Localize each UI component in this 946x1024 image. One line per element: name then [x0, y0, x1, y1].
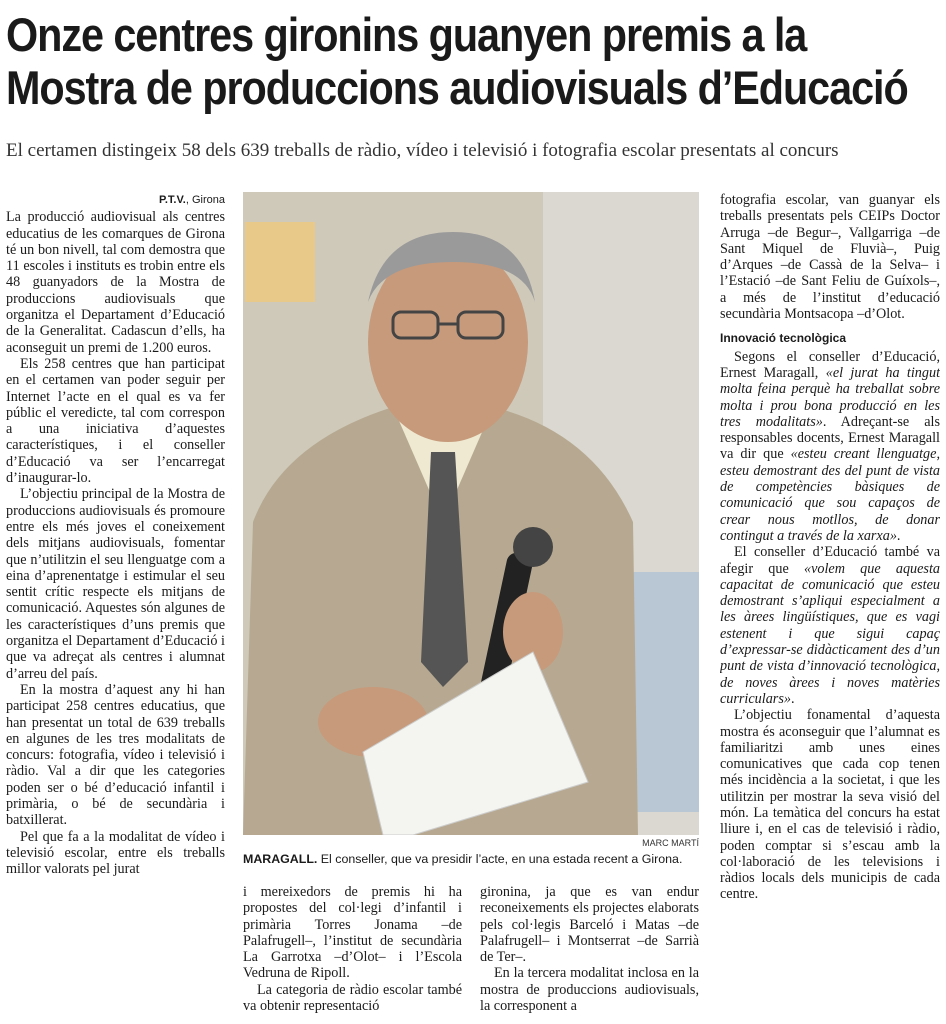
photo-caption	[243, 852, 703, 866]
paragraph: L’objectiu fonamental d’aquesta mostra és aconseguir que l’alumnat es familiaritzi amb unes eines comunicatives que cada cop tenen més incidència a la societat, i que les utilitzin per mostrar la seva visió del món. La temàtica del concurs ha estat lliure i, en el cas de televisió i ràdio, poden comptar si s’escau amb la col·laboració de les televisions i ràdios locals dels municipis de cada centre.	[720, 707, 940, 903]
paragraph	[720, 544, 940, 707]
paragraph: La producció audiovisual als centres educatius de les comarques de Girona té un bon nivell, tal com demostra que 11 escoles i instituts es trobin entre els 48 guanyadors de la Mostra de produccions audiovisuals que organitza el Departament d’Educació de la Generalitat. Cadascun d’ells, ha aconseguit un premi de 1.200 euros.	[6, 209, 225, 356]
text-run: .	[896, 527, 901, 544]
caption-text: El conseller, que va presidir l’acte, en una estada recent a Girona.	[317, 852, 683, 866]
article-photo	[243, 192, 699, 835]
text-run: El conseller d’Educació també va afegir que	[720, 544, 940, 577]
headline	[6, 8, 908, 114]
paragraph: Pel que fa a la modalitat de vídeo i televisió escolar, entre els treballs millor valorats pel jurat	[6, 828, 225, 878]
paragraph: L’objectiu principal de la Mostra de produccions audiovisuals és promoure entre els més joves el coneixement dels mitjans audiovisuals, fomentar que n’utilitzin el seu llenguatge com a eina d’aprenentatge i estimular el seu sentit crític respecte els mitjans de comunicació. Aquestes són algunes de les característiques d’uns premis que organitza el Departament d’Educació i que va adreçat als centres i alumnat d’arreu del país.	[6, 486, 225, 682]
paragraph: En la mostra d’aquest any hi han participat 258 centres educatius, que han presentat un total de 639 treballs en algunes de les tres modalitats de concurs: fotografia, vídeo i televisió i ràdio. Val a dir que les categories poden ser o bé d’educació infantil i primària, o bé de secundària i batxillerat.	[6, 681, 225, 829]
paragraph: En la tercera modalitat inclosa en la mostra de produccions audiovisuals, la corresponent a	[480, 965, 699, 1015]
section-heading: Innovació tecnològica	[720, 331, 847, 346]
paragraph: i mereixedors de premis hi ha propostes del col·legi d’infantil i primària Torres Jonama –de Palafrugell–, l’institut de secundària La Garrotxa –d’Olot– i l’Escola Vedruna de Ripoll.	[243, 884, 462, 982]
byline	[6, 192, 225, 208]
paragraph: fotografia escolar, van guanyar els treballs presentats pels CEIPs Doctor Arruga –de Begur–, Vallgarriga –de Sant Miquel de Fluvià–, Puig d’Arques –de Cassà de la Selva– i l’Estació –de Sant Feliu de Guíxols–, a més de l’institut d’educació secundària Montsacopa –d’Olot.	[720, 192, 940, 323]
article-column-4	[720, 192, 940, 1024]
photo-illustration	[243, 192, 699, 835]
text-run: . Adreçant-se als responsables docents, Ernest Maragall va dir que	[720, 413, 940, 463]
article-column-1	[6, 192, 225, 1024]
quote: «el jurat ha tingut molta feina perquè ha treballat sobre molta i prou bona producció en les tres modalitats»	[720, 364, 940, 430]
article-column-3	[480, 884, 699, 1024]
subheadline: El certamen distingeix 58 dels 639 treballs de ràdio, vídeo i televisió i fotografia escolar presentats al concurs	[6, 140, 839, 161]
paragraph: gironina, ja que es van endur reconeixements els projectes elaborats pels col·legis Barceló i Matas –de Palafrugell– i Montserrat –de Sarrià de Ter–.	[480, 884, 699, 966]
article-column-2	[243, 884, 462, 1024]
photo-credit: MARC MARTÍ	[642, 838, 699, 848]
paragraph: La categoria de ràdio escolar també va obtenir representació	[243, 981, 462, 1015]
byline-place: , Girona	[185, 194, 225, 206]
caption-label: MARAGALL.	[243, 852, 318, 866]
text-run: .	[790, 690, 795, 707]
quote: «esteu creant llenguatge, esteu demostrant des del punt de vista de competències bàsiques de comunicació que sou capaços de crear nous motllos, de donar contingut a través de la xarxa»	[720, 446, 940, 544]
paragraph	[720, 349, 940, 545]
paragraph: Els 258 centres que han participat en el certamen van poder seguir per Internet l’acte en el qual es va fer públic el veredicte, tal com correspon a una iniciativa d’aquestes característiques, i el conseller d’Educació va ser l’encarregat d’inaugurar-lo.	[6, 355, 225, 487]
quote: «volem que aquesta capacitat de comunicació que esteu demostrant s’apliqui especialment a les àrees lingüístiques, que es vagi estenent i que sigui capaç d’expressar-se didàcticament des d’un punt de vista d’innovació tecnològica, de noves àrees i noves matèries curriculars»	[720, 560, 940, 707]
headline-line-2: Mostra de produccions audiovisuals d’Educació	[6, 61, 908, 114]
headline-line-1: Onze centres gironins guanyen premis a la	[6, 8, 807, 61]
text-run: Segons el conseller d’Educació, Ernest Maragall,	[720, 348, 940, 381]
byline-author: P.T.V.	[158, 194, 186, 206]
